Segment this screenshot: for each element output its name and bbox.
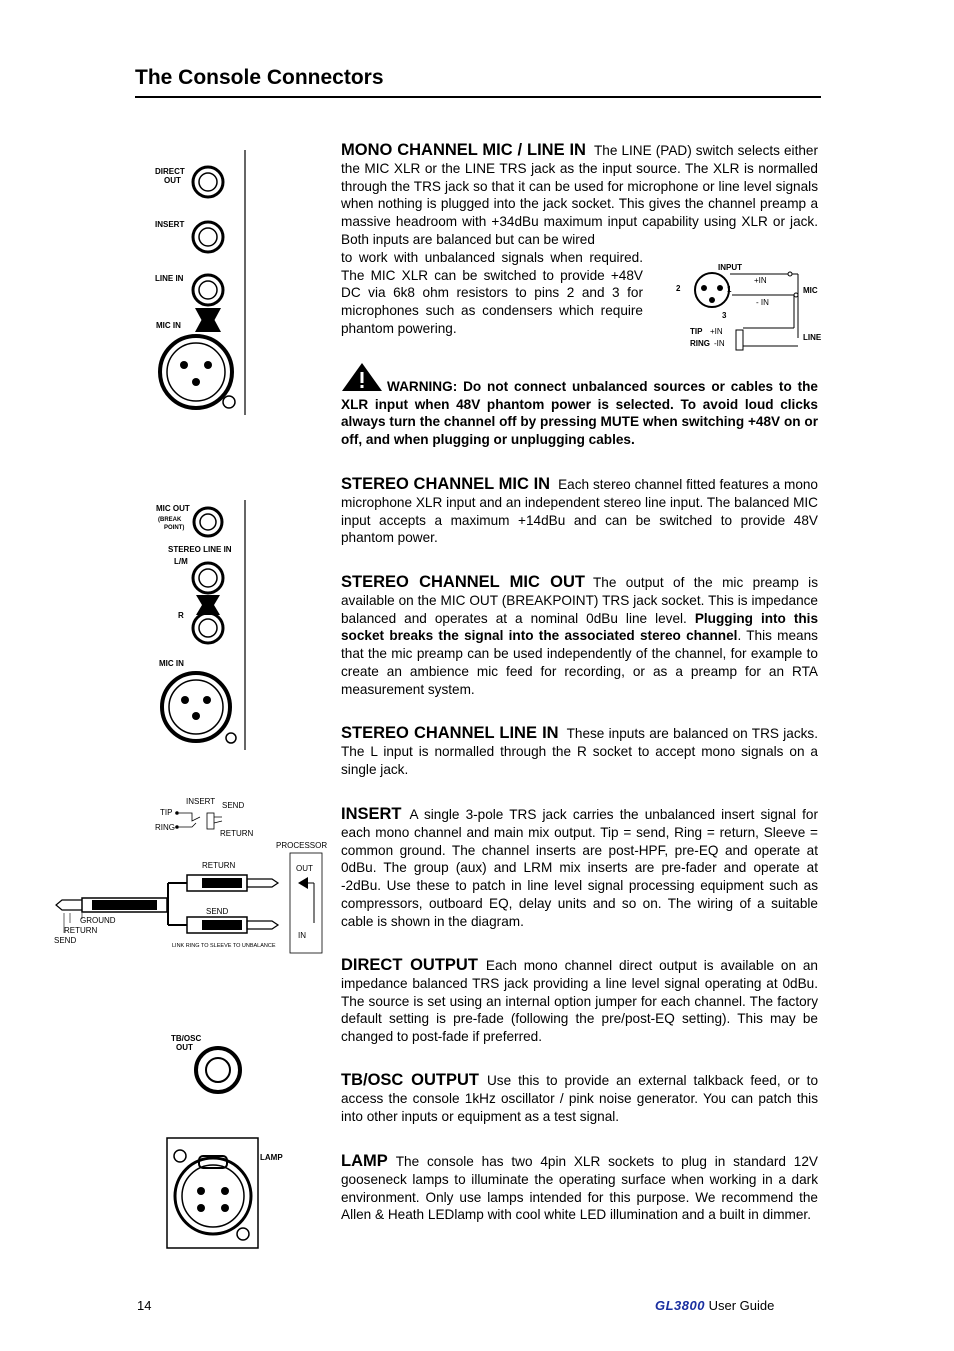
footer-guide <box>655 1298 774 1313</box>
heading-stereo-line-in: STEREO CHANNEL LINE IN <box>341 724 559 742</box>
label-point: POINT) <box>164 525 185 531</box>
section-stereo-mic-out <box>341 574 818 699</box>
diag-pin2: 2 <box>676 284 681 293</box>
label-stereo-mic-in: MIC IN <box>159 659 184 668</box>
mono-body-wide: The LINE (PAD) switch selects either the MIC XLR or the LINE TRS jack as the input source. The XLR is normalled through the TRS jack so that it can be used for microphone or line level signals when nothing is plugged into the jack socket. This gives the channel preamp a massive headroom with +34dBu maximum input capability using XLR or jack. Both inputs are balanced but can be wired <box>341 143 819 247</box>
label-insert: INSERT <box>155 220 185 229</box>
ins-label-send3: SEND <box>54 936 77 945</box>
stereo-mic-out-body-bold: Plugging into this socket breaks the signal into the associated stereo channel <box>341 610 819 644</box>
label-break: (BREAK <box>158 517 182 523</box>
stereo-mic-out-body-a: The output of the mic preamp is available on the MIC OUT (BREAKPOINT) TRS jack socket. This is impedance balanced and operates at a nominal 0dBu line level. <box>341 575 818 626</box>
direct-out-jack-icon <box>193 167 223 197</box>
warning-text: WARNING: Do not connect unbalanced sources or cables to the XLR input when 48V phantom power is selected. To avoid loud clicks always turn the channel off by pressing MUTE when switching +48V on or off, and when plugging or unplugging cables. <box>341 379 818 447</box>
diag-plus-in: +IN <box>754 276 767 285</box>
ins-label-out: OUT <box>296 864 313 873</box>
ins-label-send2: SEND <box>206 907 229 916</box>
direct-output-body: Each mono channel direct output is available on an impedance balanced TRS jack providing a line level signal operating at 0dBu. The source is set using an internal option jumper for each channel. The factory default setting is pre-fade (following the pre/post-EQ setting). This may be changed to post-fade if preferred. <box>341 958 818 1045</box>
stereo-channel-connectors-illustration <box>150 500 250 755</box>
warning-triangle-icon <box>341 362 383 392</box>
insert-jack-icon <box>193 222 223 252</box>
tb-osc-jack-icon <box>196 1048 240 1092</box>
heading-direct-output: DIRECT OUTPUT <box>341 956 478 974</box>
diag-ring-in: -IN <box>714 339 725 348</box>
label-stereo-line-in: STEREO LINE IN <box>168 545 232 554</box>
stereo-mic-out-body-b: . This means that the mic preamp can be used independently of the channel, for example to create an ambience mic feed for recording, or as a preamp for an RTA measurement system. <box>341 628 818 697</box>
ins-label-tip: TIP <box>160 808 173 817</box>
ins-label-send: SEND <box>222 801 245 810</box>
label-lm: L/M <box>174 557 188 566</box>
mono-channel-connectors-illustration <box>140 150 250 420</box>
section-stereo-mic-in <box>341 476 818 547</box>
label-r: R <box>178 611 184 620</box>
tb-osc-label-2: OUT <box>176 1043 193 1052</box>
tb-osc-body: Use this to provide an external talkback feed, or to access the console 1kHz oscillator / pink noise generator. You can patch this into other inputs or equipment as a test signal. <box>341 1073 819 1124</box>
mono-input-wiring-diagram <box>670 258 830 358</box>
ins-label-link: LINK RING TO SLEEVE TO UNBALANCE <box>172 943 276 949</box>
ins-label-return2: RETURN <box>202 861 236 870</box>
stereo-mic-xlr-icon <box>162 673 236 743</box>
warning-block <box>341 362 818 448</box>
diag-tip-in: +IN <box>710 327 723 336</box>
footer-guide-text: User Guide <box>704 1298 775 1313</box>
line-r-jack-icon <box>193 613 223 643</box>
insert-body: A single 3-pole TRS jack carries the unbalanced insert signal for each mono channel and main mix output. Tip = send, Ring = return, Sleeve = common ground. The channel inserts are post-HPF, pre-EQ and operate at 0dBu. The group (aux) and LRM mix inserts are pre-fader and operate at -2dBu. Use these to patch in line level signal processing equipment such as compressors, outboard EQ, delay units and so on. The wiring of a suitable cable is shown in the diagram. <box>341 807 818 929</box>
label-mic-out: MIC OUT <box>156 504 190 513</box>
ins-label-in: IN <box>298 931 306 940</box>
stereo-line-in-body: These inputs are balanced on TRS jacks. The L input is normalled through the R socket to accept mono signals on a single jack. <box>341 726 818 777</box>
lamp-body: The console has two 4pin XLR sockets to plug in standard 12V gooseneck lamps to illuminate the operating surface when working in a dark environment. Only use lamps intended for this purpose. We recommend the Allen & Heath LEDlamp with cool white LED illumination and a built in dimmer. <box>341 1154 818 1223</box>
section-tb-osc <box>341 1072 818 1125</box>
heading-insert: INSERT <box>341 805 402 823</box>
diag-ring: RING <box>690 339 710 348</box>
diag-pin1: 1 <box>727 285 732 294</box>
heading-lamp: LAMP <box>341 1152 388 1170</box>
section-direct-output <box>341 957 818 1046</box>
label-out: OUT <box>164 176 181 185</box>
tb-osc-label-1: TB/OSC <box>171 1034 202 1043</box>
stereo-mic-in-body: Each stereo channel fitted features a mono microphone XLR input and an independent stereo line input. The balanced MIC input accepts a maximum +14dBu and can be switched to provide 48V phantom power. <box>341 477 818 546</box>
section-insert <box>341 806 818 931</box>
label-mic-in: MIC IN <box>156 321 181 330</box>
page-number: 14 <box>137 1298 152 1313</box>
gl3800-logo: GL3800 <box>655 1298 705 1313</box>
ins-label-return3: RETURN <box>64 926 98 935</box>
heading-stereo-mic-in: STEREO CHANNEL MIC IN <box>341 475 551 493</box>
ins-label-ring: RING <box>155 823 175 832</box>
diag-tip: TIP <box>690 327 703 336</box>
heading-tb-osc: TB/OSC OUTPUT <box>341 1071 479 1089</box>
heading-stereo-mic-out: STEREO CHANNEL MIC OUT <box>341 573 585 591</box>
ins-label-processor: PROCESSOR <box>276 841 328 850</box>
lamp-connector-illustration <box>165 1136 295 1256</box>
title-rule <box>135 96 821 98</box>
mic-xlr-icon <box>160 336 235 408</box>
lamp-xlr-icon <box>175 1156 251 1234</box>
page-title: The Console Connectors <box>135 66 384 89</box>
insert-cable-wiring-diagram <box>52 795 337 950</box>
ins-label-insert: INSERT <box>186 797 216 806</box>
lamp-label: LAMP <box>260 1153 283 1162</box>
ins-label-return: RETURN <box>220 829 254 838</box>
label-direct: DIRECT <box>155 167 185 176</box>
heading-mono-channel: MONO CHANNEL MIC / LINE IN <box>341 141 586 159</box>
line-in-jack-icon <box>193 275 223 332</box>
mono-body-narrow: to work with unbalanced signals when required. The MIC XLR can be switched to provide +48V DC via 6k8 ohm resistors to pins 2 and 3 for microphones such as condensers which require phantom powering. <box>341 249 643 336</box>
diag-minus-in: - IN <box>756 298 769 307</box>
label-line-in: LINE IN <box>155 274 184 283</box>
section-lamp <box>341 1153 818 1224</box>
diag-line: LINE <box>803 333 822 342</box>
ins-label-ground: GROUND <box>80 916 116 925</box>
tb-osc-connector-illustration <box>168 1030 248 1110</box>
mic-out-jack-icon <box>194 508 222 536</box>
diag-input: INPUT <box>718 263 742 272</box>
diag-mic: MIC <box>803 286 818 295</box>
line-l-jack-icon <box>193 563 223 615</box>
diag-pin3: 3 <box>722 311 727 320</box>
section-stereo-line-in <box>341 725 818 778</box>
